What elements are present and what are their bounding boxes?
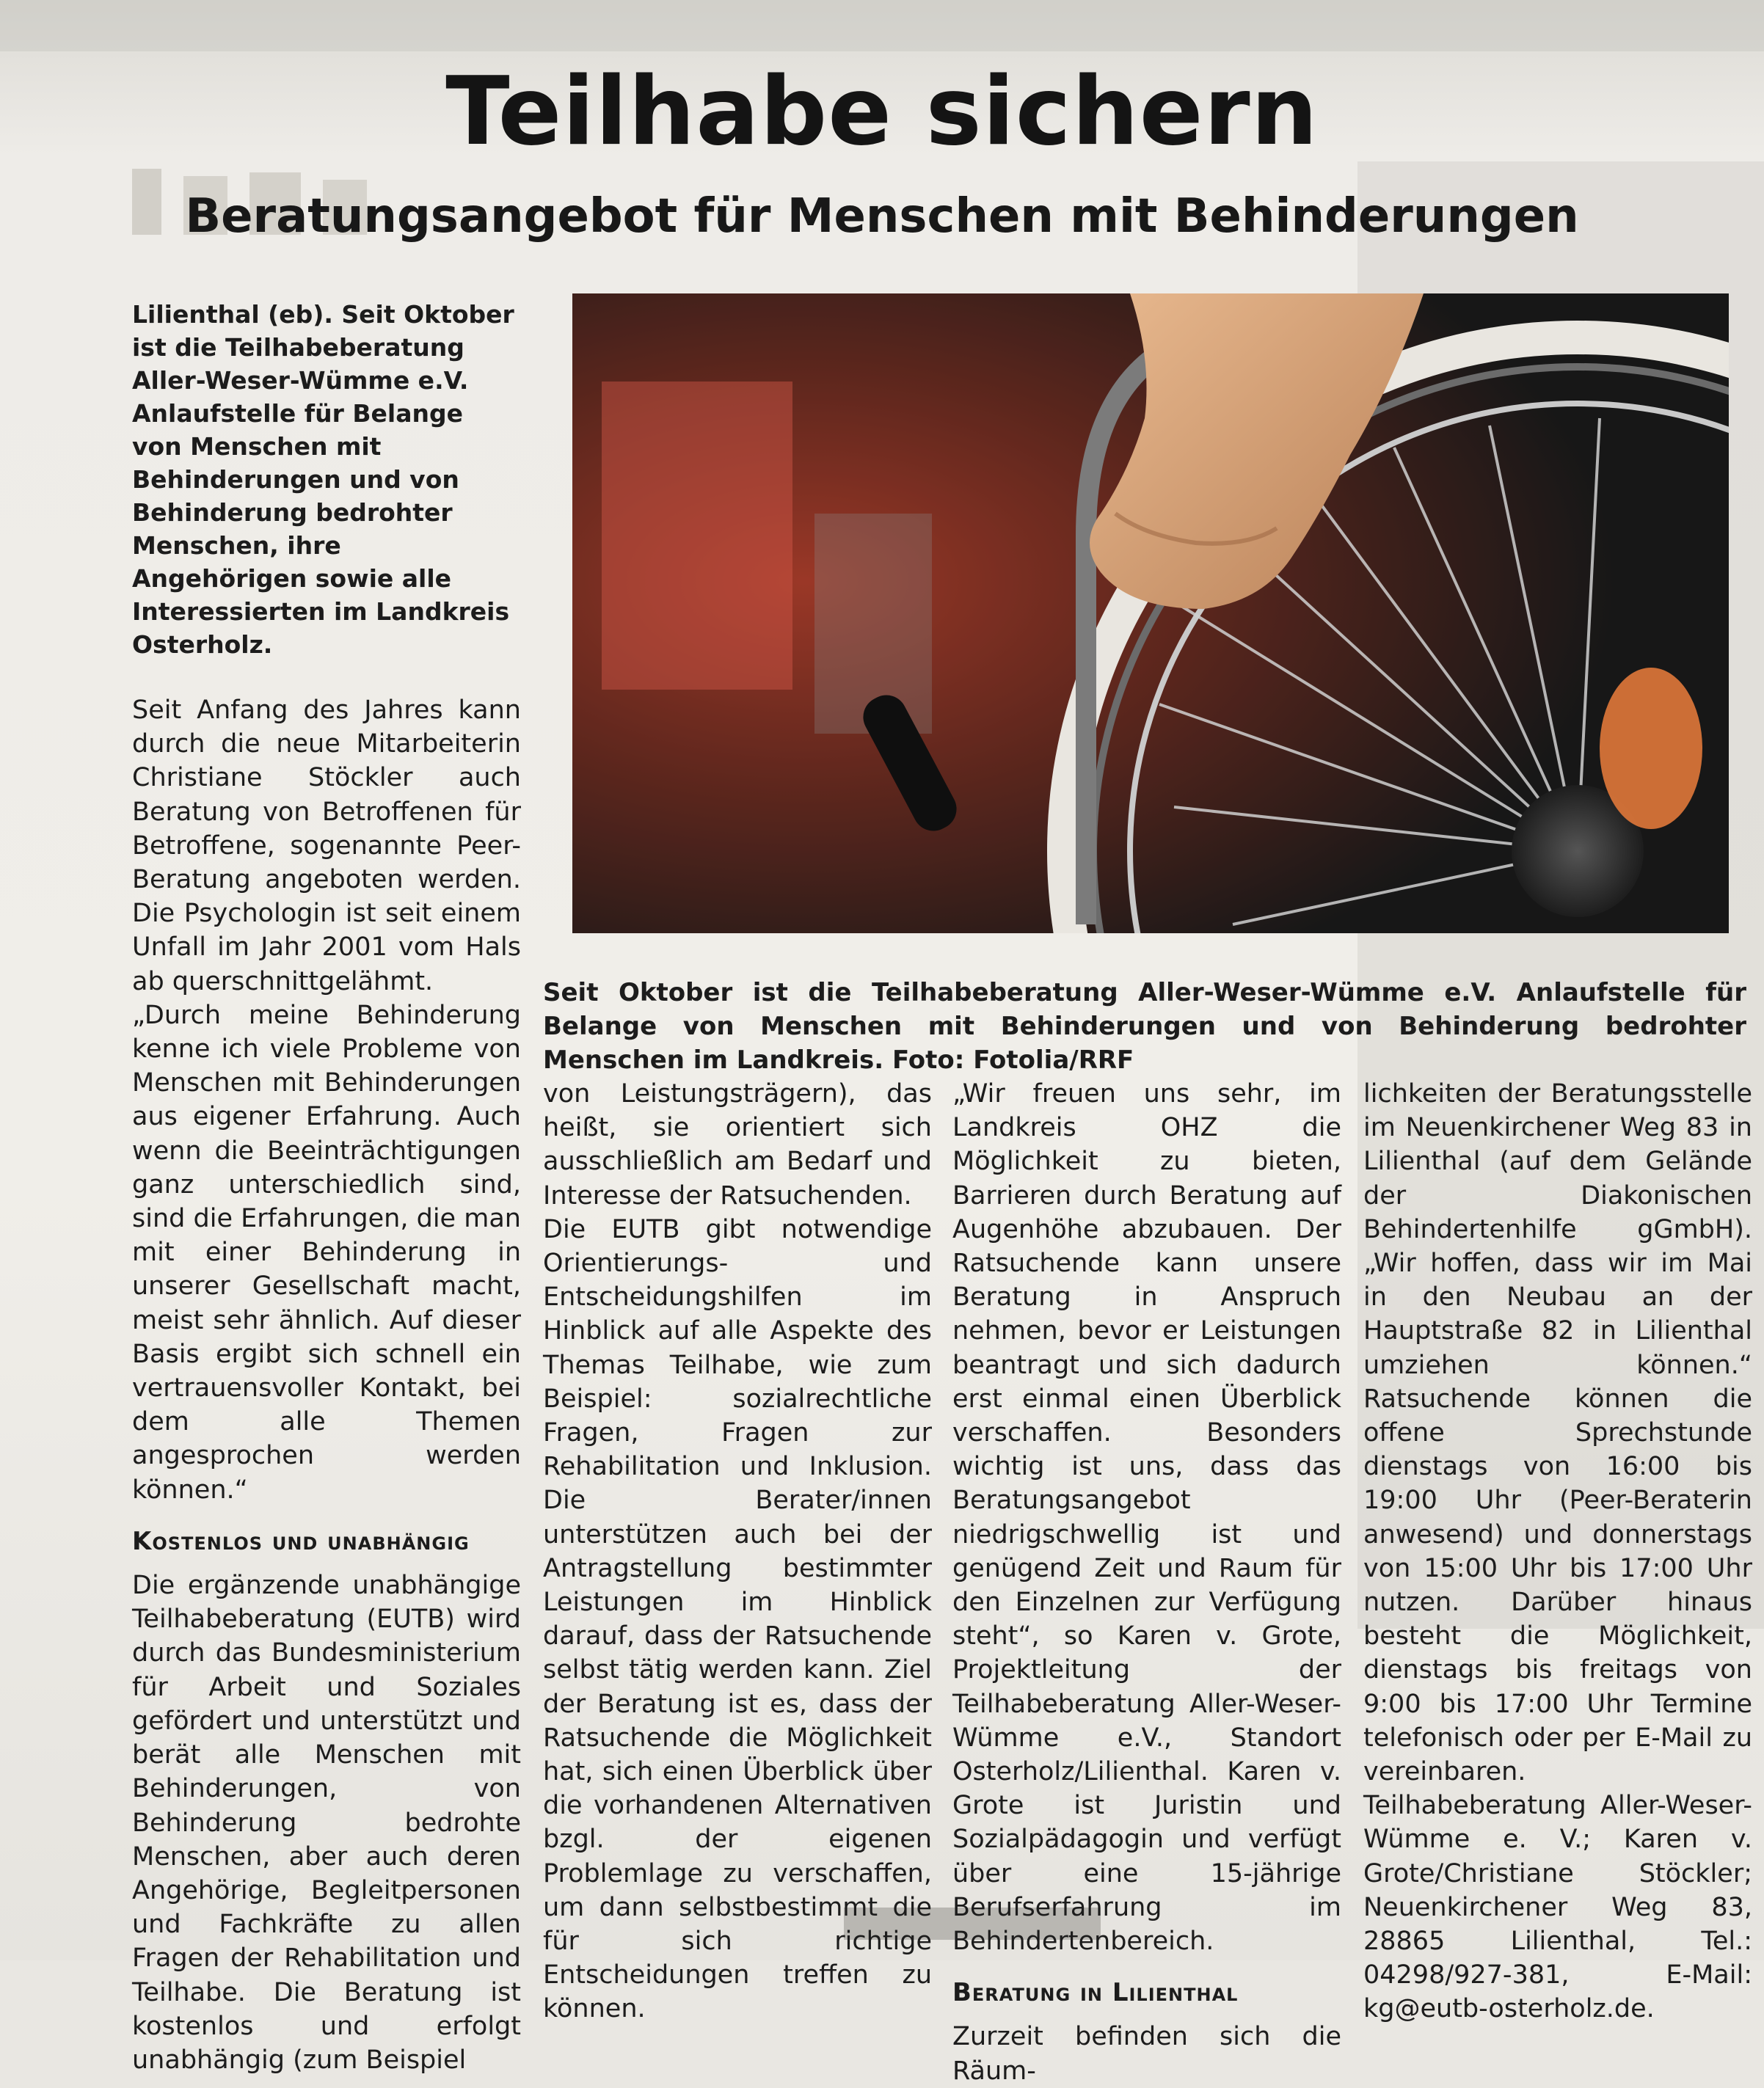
wheelchair-hand-photo [572,293,1729,933]
column-4 [1363,1077,1752,2026]
quote-paragraph: „Wir freuen uns sehr, im Landkreis OHZ die Möglichkeit zu bieten, Barrieren durch Beratung auf Augenhöhe abzubauen. Der Ratsuchende kann unsere Beratung in Anspruch nehmen, bevor er Leistungen beantragt und sich dadurch erst einmal einen Überblick verschaffen. Besonders wichtig ist uns, dass das Beratungsangebot niedrigschwellig ist und genügend Zeit und Raum für den Einzelnen zur Verfügung steht“, so Karen v. Grote, Projektleitung der Teilhabeberatung Aller-Weser-Wümme e.V., Standort Osterholz/Lilienthal. Karen v. Grote ist Juristin und Sozialpädagogin und verfügt über eine 15-jährige Berufserfahrung im Behindertenbereich. [952,1079,1341,1957]
section-heading: Beratung in Lilienthal [952,1978,1239,2008]
subheadline: Beratungsangebot für Menschen mit Behinderungen [185,189,1579,244]
paragraph: Zurzeit befinden sich die Räum- [952,2022,1341,2086]
photo-caption: Seit Oktober ist die Teilhabeberatung Aller-Weser-Wümme e.V. Anlaufstelle für Belange von Menschen mit Behinderungen und von Behinderung bedrohter Menschen im Landkreis. Foto: Fotolia/RRF [543,978,1746,1075]
headline: Teilhabe sichern [445,57,1319,167]
paragraph: lichkeiten der Beratungsstelle im Neuenkirchener Weg 83 in Lilienthal (auf dem Gelände der Diakonischen Behindertenhilfe gGmbH). „Wir hoffen, dass wir im Mai in den Neubau an der Hauptstraße 82 in Lilienthal umziehen können.“ Ratsuchende können die offene Sprechstunde dienstags von 16:00 bis 19:00 Uhr (Peer-Beraterin anwesend) und donnerstags von 15:00 Uhr bis 17:00 Uhr nutzen. Darüber hinaus besteht die Möglichkeit, dienstags bis freitags von 9:00 bis 17:00 Uhr Termine telefonisch oder per E-Mail zu vereinbaren. [1363,1079,1752,1787]
bleed-through-top [0,0,1764,51]
paragraph: Seit Anfang des Jahres kann durch die neue Mitarbeiterin Christiane Stöckler auch Beratung von Betroffenen für Betroffene, sogenannte Peer-Beratung angeboten werden. Die Psychologin ist seit einem Unfall im Jahr 2001 vom Hals ab querschnittgelähmt. [132,696,521,996]
column-2 [543,1077,932,2026]
paragraph: von Leistungsträgern), das heißt, sie orientiert sich ausschließlich am Bedarf und Interesse der Ratsuchenden. [543,1079,932,1211]
contact-paragraph: Teilhabeberatung Aller-Weser-Wümme e. V.; Karen v. Grote/Christiane Stöckler; Neuenkirchener Weg 83, 28865 Lilienthal, Tel.: 04298/927-381, E-Mail: kg@eutb-osterholz.de. [1363,1791,1752,2024]
column-3 [952,1077,1341,2088]
lead-paragraph: Lilienthal (eb). Seit Oktober ist die Teilhabeberatung Aller-Weser-Wümme e.V. Anlaufstelle für Belange von Menschen mit Behinderungen und von Behinderung bedrohter Menschen, ihre Angehörigen sowie alle Interessierten im Landkreis Osterholz. [132,300,514,659]
section-heading: Kostenlos und unabhängig [132,1526,470,1556]
paragraph: Die ergänzende unabhängige Teilhabeberatung (EUTB) wird durch das Bundesministerium für Arbeit und Soziales gefördert und unterstützt und berät alle Menschen mit Behinderungen, von Behinderung bedrohte Menschen, aber auch deren Angehörige, Begleitpersonen und Fachkräfte zu allen Fragen der Rehabilitation und Teilhabe. Die Beratung ist kostenlos und erfolgt unabhängig (zum Beispiel [132,1571,521,2075]
quote-paragraph: „Durch meine Behinderung kenne ich viele Probleme von Menschen mit Behinderungen aus eigener Erfahrung. Auch wenn die Beeinträchtigungen ganz unterschiedlich sind, sind die Erfahrungen, die man mit einer Behinderung in unserer Gesellschaft macht, meist sehr ähnlich. Auf dieser Basis ergibt sich schnell ein vertrauensvoller Kontakt, bei dem alle Themen angesprochen werden können.“ [132,1000,521,1505]
paragraph: Die EUTB gibt notwendige Orientierungs- und Entscheidungshilfen im Hinblick auf alle Aspekte des Themas Teilhabe, wie zum Beispiel: sozialrechtliche Fragen, Fragen zur Rehabilitation und Inklusion. Die Berater/innen unterstützen auch bei der Antragstellung bestimmter Leistungen im Hinblick darauf, dass der Ratsuchende selbst tätig werden kann. Ziel der Beratung ist es, dass der Ratsuchende die Möglichkeit hat, sich einen Überblick über die vorhandenen Alternativen bzgl. der eigenen Problemlage zu verschaffen, um dann selbstbestimmt die für sich richtige Entscheidungen treffen zu können. [543,1214,932,2024]
article-photo [572,293,1729,933]
column-1 [132,298,521,2077]
